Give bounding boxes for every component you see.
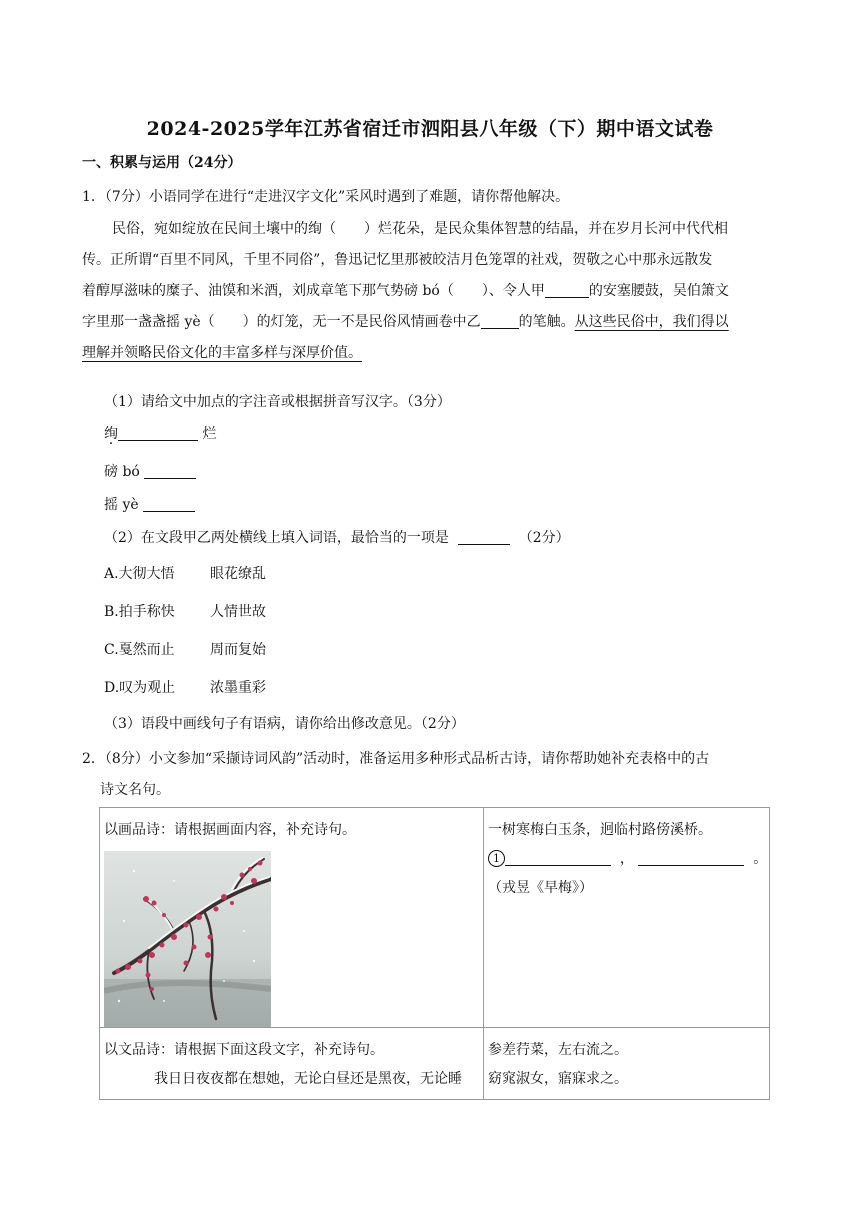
poem-line: 一树寒梅白玉条，迥临村路傍溪桥。 bbox=[488, 822, 712, 838]
option-a[interactable] bbox=[104, 564, 266, 584]
section-heading: 一、积累与运用（24分） bbox=[82, 155, 242, 171]
blank-jia[interactable] bbox=[545, 283, 589, 298]
passage-text: 传。正所谓“百里不同风，千里不同俗”，鲁迅记忆里那被皎洁月色笼罩的社戏，贺敬之心中那永远散发 bbox=[82, 252, 713, 268]
sub-question-3: （3）语段中画线句子有语病，请你给出修改意见。（2分） bbox=[104, 716, 465, 732]
word-text: 磅 bó bbox=[104, 464, 140, 480]
punctuation: 。 bbox=[753, 851, 768, 867]
table-cell-left bbox=[100, 1028, 484, 1100]
sub-question-score: （2分） bbox=[518, 530, 570, 546]
passage-text: 民俗，宛如绽放在民间土壤中的 bbox=[112, 221, 308, 237]
page-title: 2024-2025学年江苏省宿迁市泗阳县八年级（下）期中语文试卷 bbox=[146, 118, 714, 140]
option-word-2: 周而复始 bbox=[210, 642, 266, 658]
underlined-sentence: 从这些民俗中，我们得以 bbox=[574, 314, 729, 330]
blank-yi[interactable] bbox=[481, 314, 519, 329]
passage-text: 的安塞腰鼓，吴伯箫文 bbox=[588, 283, 729, 299]
answer-row-1 bbox=[104, 424, 216, 444]
table-cell-right bbox=[484, 1028, 770, 1100]
word-text: 摇 yè bbox=[104, 497, 139, 513]
dotted-char: 绚 bbox=[104, 426, 118, 442]
poem-line: 窈窕淑女，寤寐求之。 bbox=[488, 1071, 628, 1087]
passage-text: 的笔触。 bbox=[518, 314, 575, 330]
word-text: 烂 bbox=[202, 426, 217, 442]
passage-text: （ ）烂花朵，是民众集体智慧的结晶，并在岁月长河中代代相 bbox=[322, 221, 728, 237]
answer-blank[interactable] bbox=[505, 851, 611, 866]
option-word-2: 人情世故 bbox=[210, 604, 266, 620]
option-word-1: A.大彻大悟 bbox=[104, 566, 175, 582]
answer-blank[interactable] bbox=[144, 464, 196, 479]
cell-passage: 我日日夜夜都在想她，无论白昼还是黑夜，无论睡 bbox=[154, 1071, 462, 1087]
poem-blank-line bbox=[488, 845, 768, 874]
question-1-intro: 1．（7分）小语同学在进行“走进汉字文化”采风时遇到了难题，请你帮他解决。 bbox=[82, 189, 570, 205]
poem-source: （戎昱《早梅》） bbox=[488, 880, 593, 896]
answer-row-2 bbox=[104, 462, 196, 482]
cell-instruction: 以画品诗：请根据画面内容，补充诗句。 bbox=[104, 822, 356, 838]
passage-text: 字里那一盏盏摇 yè（ ）的灯笼，无一不是民俗风情画卷中乙 bbox=[82, 314, 481, 330]
question-1-passage bbox=[82, 214, 782, 369]
underlined-sentence: 理解并领略民俗文化的丰富多样与深厚价值。 bbox=[82, 345, 362, 361]
passage-text: 着醇厚滋味的糜子、油馍和米酒，刘成章笔下那气势磅 bó（ ）、令人甲 bbox=[82, 283, 545, 299]
option-b[interactable] bbox=[104, 602, 266, 622]
answer-blank[interactable] bbox=[118, 426, 198, 441]
poem-table bbox=[99, 807, 770, 1100]
option-word-1: C.戛然而止 bbox=[104, 642, 175, 658]
poem-line: 参差荇菜，左右流之。 bbox=[488, 1042, 628, 1058]
plum-blossom-image bbox=[104, 851, 271, 1027]
option-word-2: 浓墨重彩 bbox=[210, 680, 266, 696]
option-word-1: B.拍手称快 bbox=[104, 604, 175, 620]
answer-blank[interactable] bbox=[458, 530, 510, 545]
answer-blank[interactable] bbox=[638, 851, 744, 866]
answer-row-3 bbox=[104, 495, 195, 515]
option-c[interactable] bbox=[104, 640, 266, 660]
table-cell-left bbox=[100, 808, 484, 1028]
sub-question-text: （2）在文段甲乙两处横线上填入词语，最恰当的一项是 bbox=[104, 530, 449, 546]
sub-question-2 bbox=[104, 528, 570, 548]
question-2-intro: 2．（8分）小文参加“采撷诗词风韵”活动时，准备运用多种形式品析古诗，请你帮助她补充表格中的古 bbox=[82, 751, 710, 767]
option-d[interactable] bbox=[104, 678, 266, 698]
table-cell-right bbox=[484, 808, 770, 1028]
circle-number: 1 bbox=[488, 850, 505, 867]
answer-blank[interactable] bbox=[143, 497, 195, 512]
dotted-char: 绚 bbox=[308, 221, 322, 237]
sub-question-1: （1）请给文中加点的字注音或根据拼音写汉字。（3分） bbox=[104, 394, 451, 410]
question-2-intro-cont: 诗文名句。 bbox=[100, 782, 170, 798]
cell-instruction: 以文品诗：请根据下面这段文字，补充诗句。 bbox=[104, 1042, 384, 1058]
punctuation: ， bbox=[619, 851, 634, 867]
option-word-2: 眼花缭乱 bbox=[210, 566, 266, 582]
option-word-1: D.叹为观止 bbox=[104, 680, 176, 696]
